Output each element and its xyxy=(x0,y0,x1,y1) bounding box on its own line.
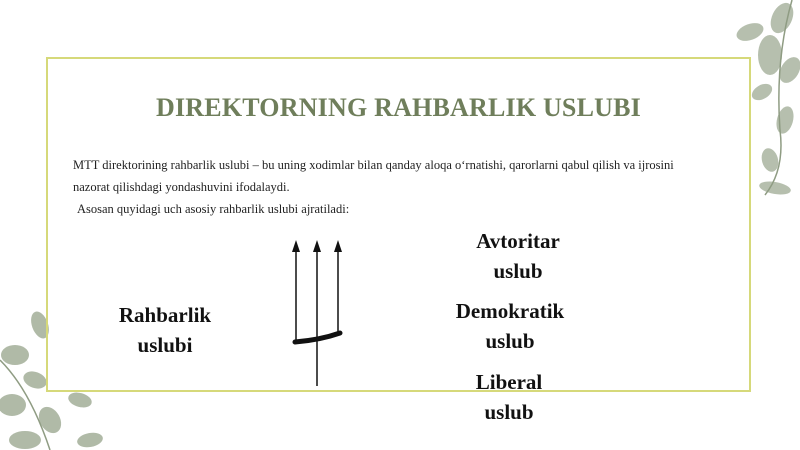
paragraph-line-2: nazorat qilishdagi yondashuvini ifodalaydi. xyxy=(73,180,290,194)
root-label: Rahbarlik uslubi xyxy=(118,303,212,357)
style-demokratik: Demokratik uslub xyxy=(455,299,565,353)
style-autoritar: Avtoritar uslub xyxy=(476,229,560,283)
style-liberal: Liberal uslub xyxy=(475,370,543,424)
paragraph-line-1: MTT direktorining rahbarlik uslubi – bu uning xodimlar bilan qanday aloqa o‘rnatishi, qarorlarni qabul qilish va ijrosini xyxy=(73,158,674,172)
paragraph-line-3: Asosan quyidagi uch asosiy rahbarlik uslubi ajratiladi: xyxy=(77,202,350,216)
slide-title: DIREKTORNING RAHBARLIK USLUBI xyxy=(156,93,641,122)
